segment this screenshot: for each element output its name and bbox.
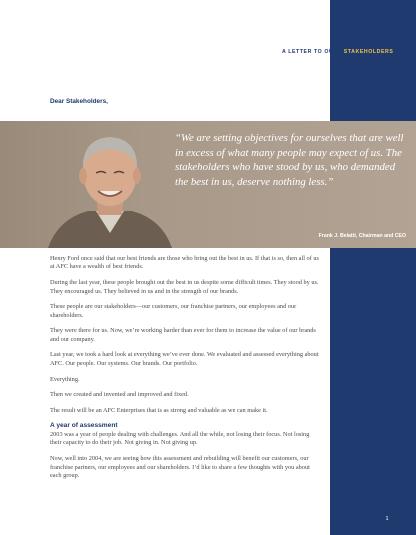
paragraph: The result will be an AFC Enterprises that is as strong and valuable as we can make it. bbox=[50, 406, 268, 414]
paragraph: Now, well into 2004, we are seeing how this assessment and rebuilding will benefit our customers, our franchise partners, our employees and our shareholders. I’d like to share a few thoughts with you about each group. bbox=[50, 455, 310, 479]
executive-portrait bbox=[40, 121, 180, 248]
section-header bbox=[282, 46, 416, 58]
paragraph: They were there for us. Now, we’re working harder than ever for them to increase the value of our brands and our company. bbox=[50, 327, 316, 343]
navy-side-band bbox=[330, 0, 416, 535]
paragraph: 2003 was a year of people dealing with challenges. And all the while, not losing their focus. Not losing their capacity to do their job. Not giving in. Not giving up. bbox=[50, 431, 310, 447]
paragraph: During the last year, these people brought out the best in us despite some difficult times. They stood by us. They encouraged us. They believed in us and in the strength of our brands. bbox=[50, 279, 319, 295]
quote-attribution: Frank J. Belatti, Chairman and CEO bbox=[318, 233, 406, 239]
section-heading: A year of assessment bbox=[50, 421, 118, 429]
paragraph: Last year, we took a hard look at everything we’ve ever done. We evaluated and assessed everything about AFC. Our people. Our systems. Our brands. Our portfolio. bbox=[50, 351, 319, 367]
paragraph: Then we created and invented and improved and fixed. bbox=[50, 391, 189, 399]
header-label-light: STAKEHOLDERS bbox=[343, 49, 394, 55]
pull-quote: “We are setting objectives for ourselves that are well in excess of what many people may expect of us. The stakeholders who have stood by us, who demanded the best in us, deserve nothing less.” bbox=[175, 132, 404, 188]
paragraph: These people are our stakeholders—our customers, our franchise partners, our employees and our shareholders. bbox=[50, 303, 297, 319]
paragraph: Everything. bbox=[50, 375, 80, 383]
page-number: 1 bbox=[385, 516, 389, 522]
salutation: Dear Stakeholders, bbox=[50, 98, 108, 105]
header-label-dark: A LETTER TO OUR bbox=[282, 49, 338, 55]
quote-photo-band bbox=[0, 121, 416, 248]
letter-body bbox=[50, 255, 320, 488]
paragraph: Henry Ford once said that our best friends are those who bring out the best in us. If that is so, then all of us at AFC have a wealth of best friends. bbox=[50, 255, 319, 271]
